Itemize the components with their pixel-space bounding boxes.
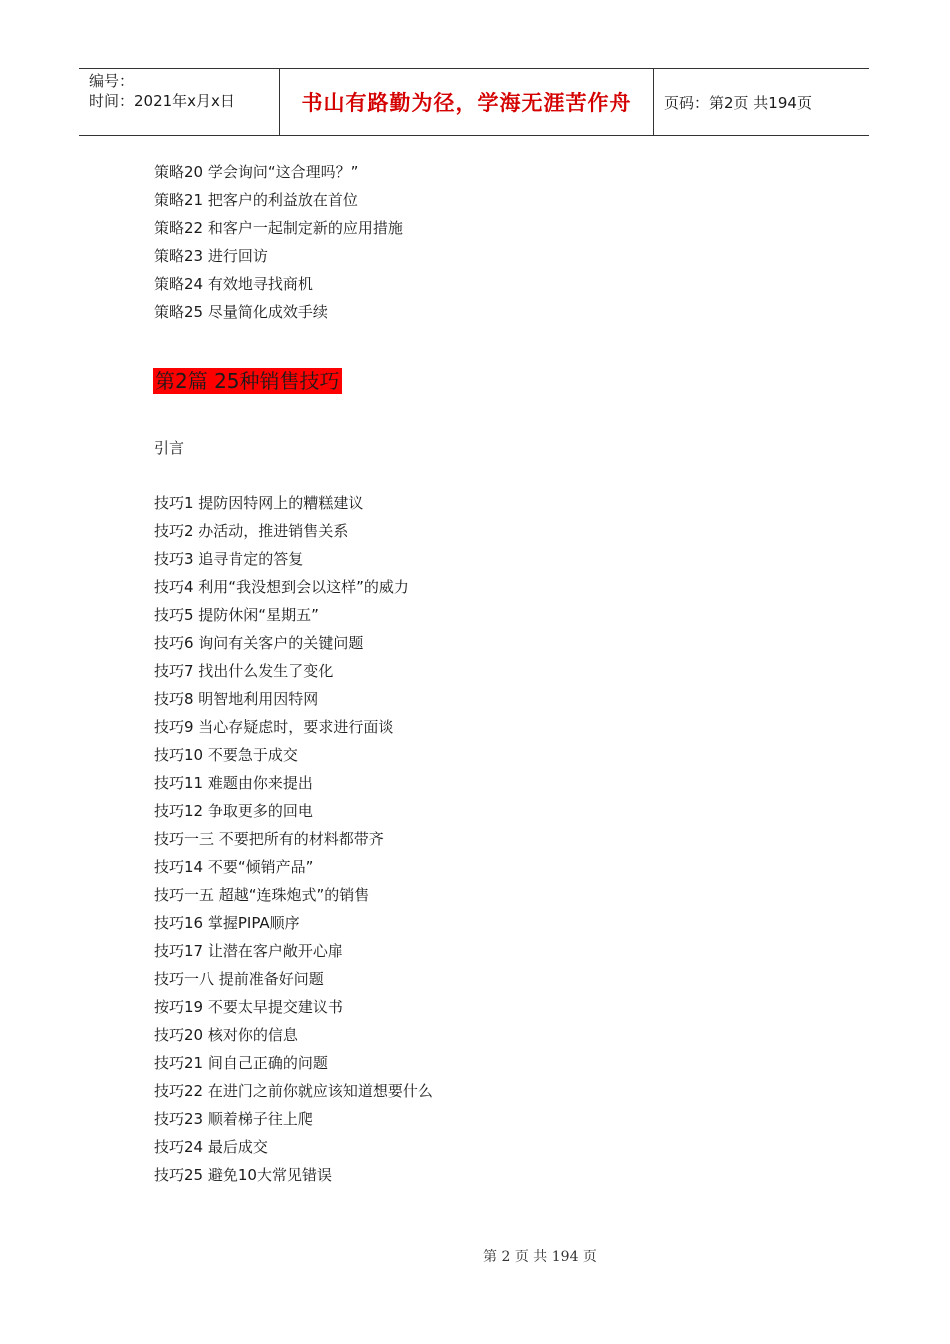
list-item: 策略25 尽量简化成效手续 (154, 303, 328, 321)
list-item: 技巧11 难题由你来提出 (154, 774, 313, 792)
list-item: 技巧6 询问有关客户的关键问题 (154, 634, 364, 652)
page-footer: 第 2 页 共 194 页 (483, 1249, 597, 1265)
chapter-title: 第2篇 25种销售技巧 (155, 369, 340, 393)
list-item: 技巧16 掌握PIPA顺序 (154, 914, 300, 932)
document-date: 时间：2021年x月x日 (89, 92, 235, 110)
list-item: 策略23 进行回访 (154, 247, 268, 265)
list-item: 技巧8 明智地利用因特网 (154, 690, 319, 708)
list-item: 技巧2 办活动，推进销售关系 (154, 522, 349, 540)
intro-heading: 引言 (154, 439, 185, 457)
list-item: 技巧25 避免10大常见错误 (154, 1166, 332, 1184)
strategy-list (154, 158, 403, 326)
tips-list (154, 489, 433, 1189)
list-item: 策略20 学会询问“这合理吗？” (154, 163, 359, 181)
list-item: 技巧12 争取更多的回电 (154, 802, 313, 820)
list-item: 技巧1 提防因特网上的糟糕建议 (154, 494, 364, 512)
header-page-info: 页码：第2页 共194页 (664, 93, 812, 112)
list-item: 技巧7 找出什么发生了变化 (154, 662, 334, 680)
list-item: 按巧19 不要太早提交建议书 (154, 998, 343, 1016)
list-item: 策略22 和客户一起制定新的应用措施 (154, 219, 403, 237)
list-item: 技巧23 顺着梯子往上爬 (154, 1110, 313, 1128)
document-number-label: 编号： (89, 72, 135, 90)
list-item: 技巧3 追寻肯定的答复 (154, 550, 304, 568)
header-motto: 书山有路勤为径，学海无涯苦作舟 (280, 69, 654, 135)
list-item: 技巧一八 提前准备好问题 (154, 970, 324, 988)
list-item: 策略24 有效地寻找商机 (154, 275, 313, 293)
page-header (79, 68, 869, 136)
list-item: 技巧9 当心存疑虑时，要求进行面谈 (154, 718, 394, 736)
list-item: 技巧24 最后成交 (154, 1138, 268, 1156)
list-item: 策略21 把客户的利益放在首位 (154, 191, 358, 209)
list-item: 技巧5 提防休闲“星期五” (154, 606, 319, 624)
header-meta (79, 69, 280, 135)
list-item: 技巧20 核对你的信息 (154, 1026, 298, 1044)
list-item: 技巧17 让潜在客户敞开心扉 (154, 942, 343, 960)
list-item: 技巧一五 超越“连珠炮式”的销售 (154, 886, 370, 904)
list-item: 技巧22 在进门之前你就应该知道想要什么 (154, 1082, 433, 1100)
list-item: 技巧一三 不要把所有的材料都带齐 (154, 830, 384, 848)
list-item: 技巧10 不要急于成交 (154, 746, 298, 764)
list-item: 技巧21 间自己正确的问题 (154, 1054, 328, 1072)
list-item: 技巧14 不要“倾销产品” (154, 858, 314, 876)
list-item: 技巧4 利用“我没想到会以这样”的威力 (154, 578, 409, 596)
